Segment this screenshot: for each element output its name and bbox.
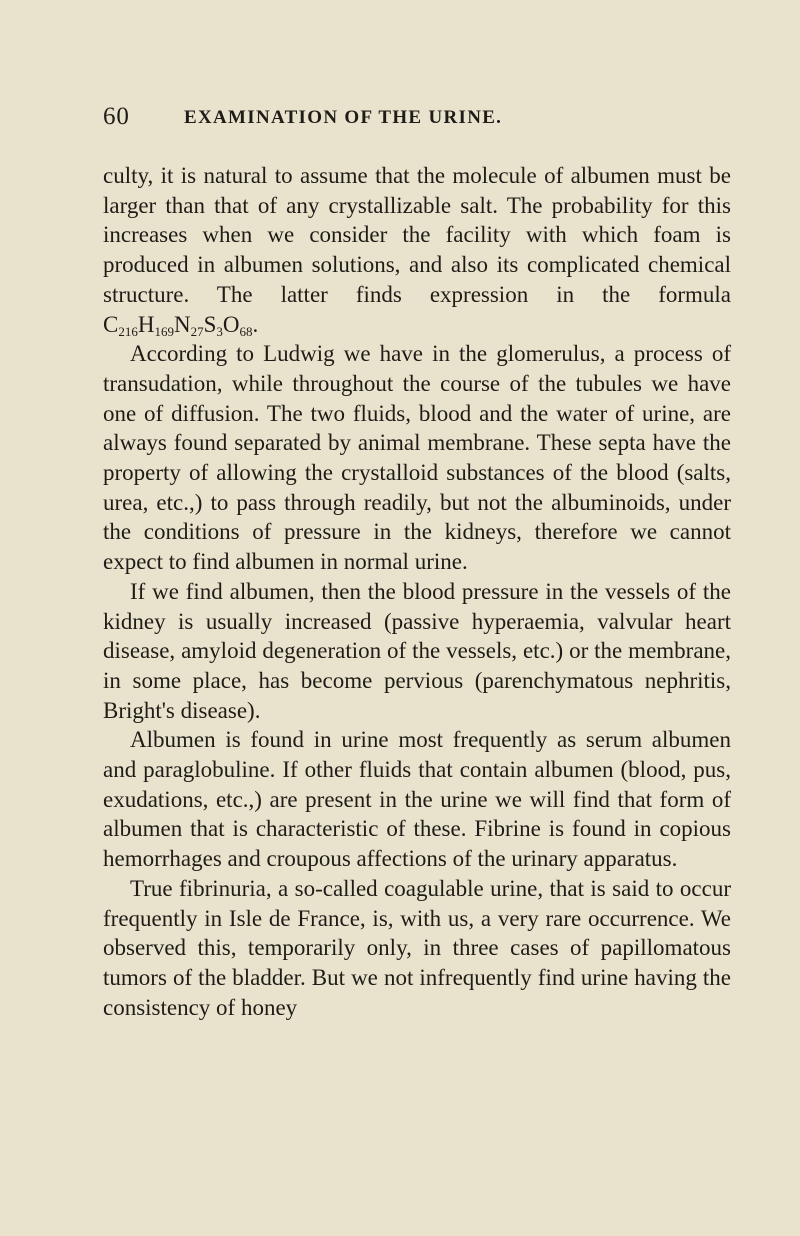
paragraph-1 — [103, 161, 731, 339]
paragraph-4: Albumen is found in urine most frequently as serum albumen and paraglobuline. If other fluids that contain albumen (blood, pus, exudations, etc.,) are present in the urine we will find that form of albumen that is characteristic of these. Fibrine is found in copious hemorrhages and croupous affections of the urinary apparatus. — [103, 727, 731, 872]
paragraph-1-text: culty, it is natural to assume that the molecule of albumen must be larger than that of any crystallizable salt. The probability for this increases when we consider the facility with which foam is produced in albumen solutions, and also its complicated chemical structure. The latter finds expression in the formula — [103, 163, 731, 307]
chemical-formula: $C_{216}H_{169}N_{27}S_3O_{68}$. — [103, 311, 259, 339]
paragraph-5: True fibrinuria, a so-called coagulable urine, that is said to occur frequently in Isle de France, is, with us, a very rare occurrence. We observed this, temporarily only, in three cases of papillomatous tumors of the bladder. But we not infrequently find urine having the consistency of honey — [103, 875, 731, 1020]
header-title: EXAMINATION OF THE URINE. — [184, 107, 503, 128]
running-head — [103, 103, 731, 137]
page-number: 60 — [103, 103, 130, 130]
paragraph-3: If we find albumen, then the blood pressure in the vessels of the kidney is usually increased (passive hyperaemia, valvular heart disease, amyloid degeneration of the vessels, etc.) or the membrane, in some place, has become pervious (parenchymatous nephritis, Bright's disease). — [103, 578, 731, 723]
paragraph-2: According to Ludwig we have in the glomerulus, a process of transudation, while throughout the course of the tubules we have one of diffusion. The two fluids, blood and the water of urine, are always found separated by animal membrane. These septa have the property of allowing the crystalloid substances of the blood (salts, urea, etc.,) to pass through readily, but not the albuminoids, under the conditions of pressure in the kidneys, therefore we cannot expect to find albumen in normal urine. — [103, 341, 731, 575]
body-text — [103, 161, 731, 1022]
